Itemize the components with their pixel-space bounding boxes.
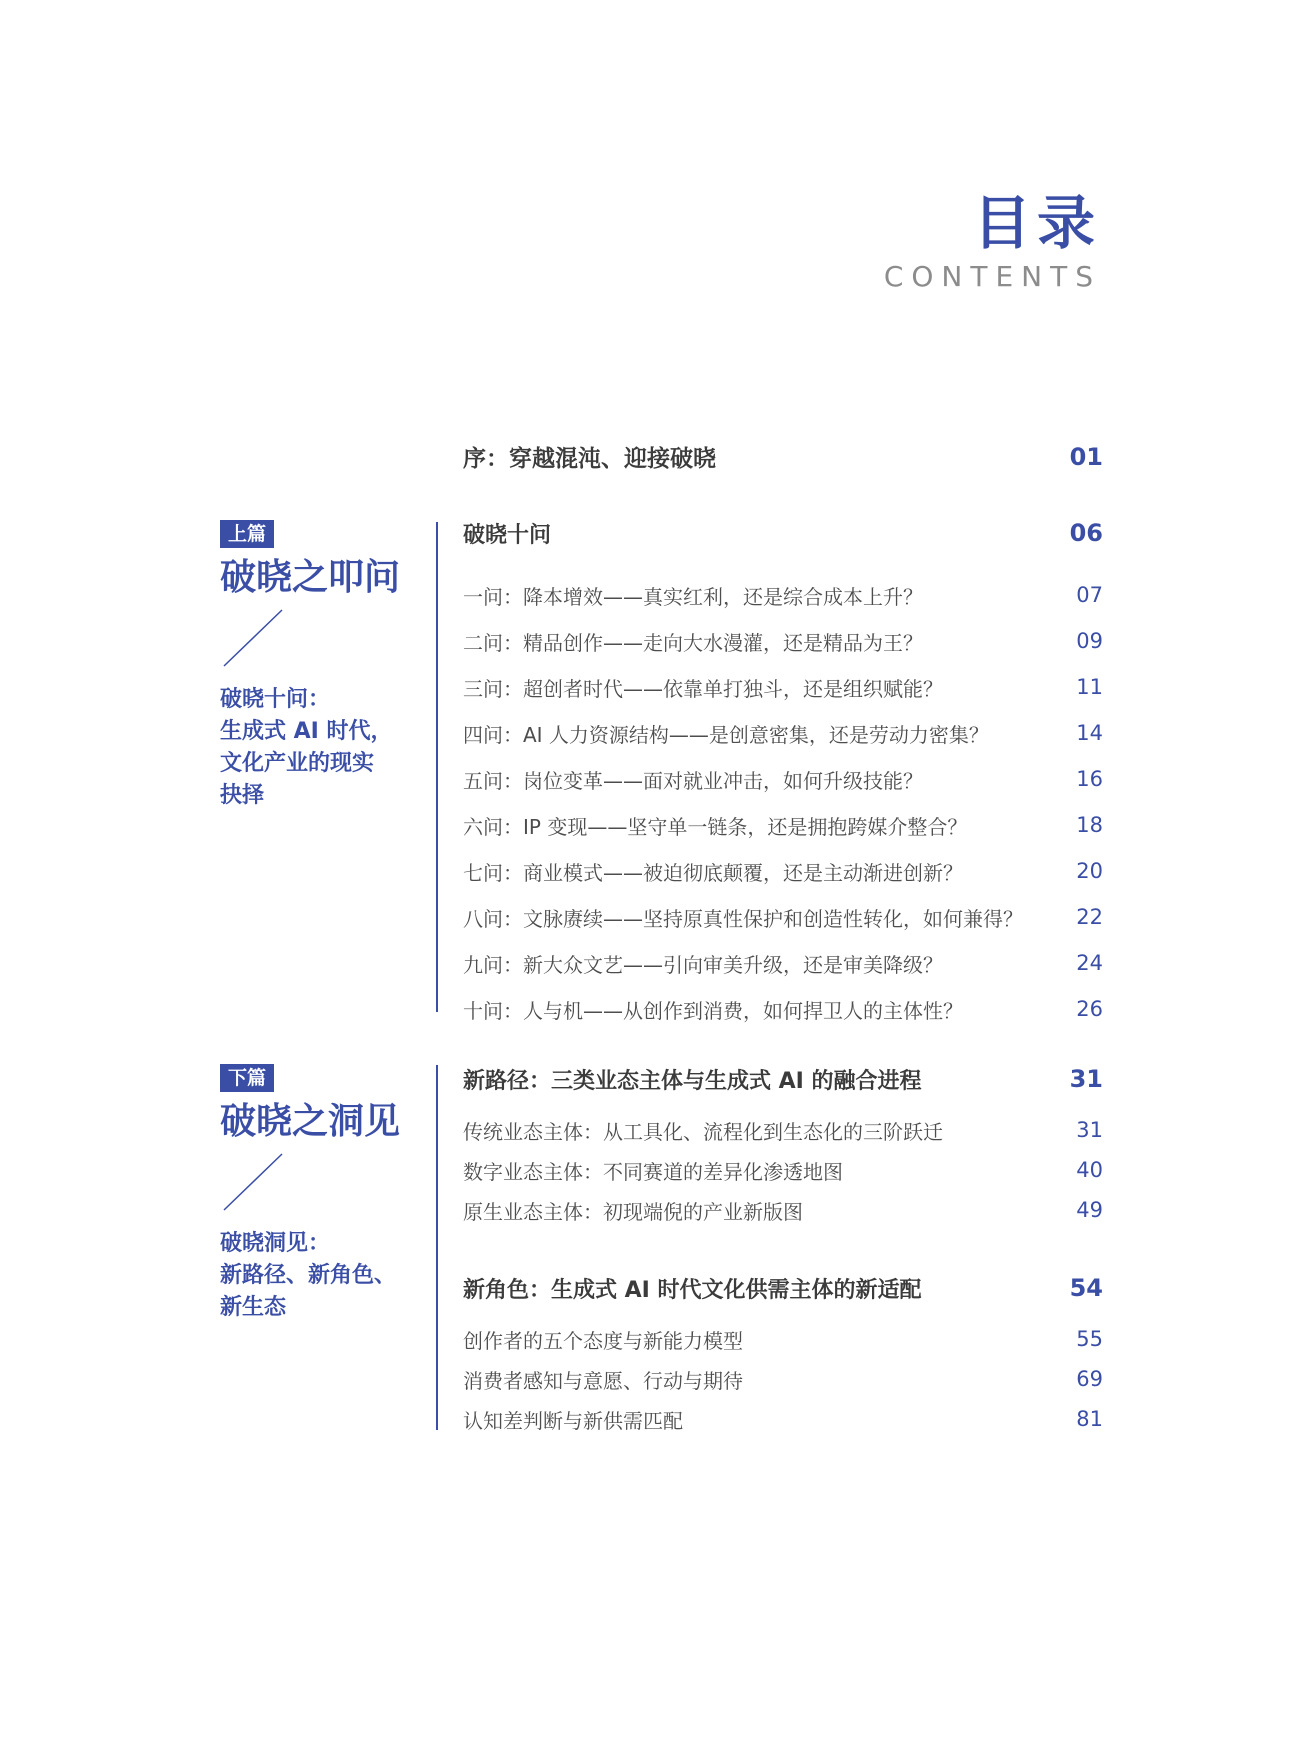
diagonal-divider xyxy=(220,608,284,668)
entry-page: 07 xyxy=(1076,583,1103,607)
vertical-divider xyxy=(436,1065,438,1430)
entry-title: 消费者感知与意愿、行动与期待 xyxy=(463,1368,743,1393)
entry-title: 四问：AI 人力资源结构——是创意密集，还是劳动力密集？ xyxy=(463,722,989,747)
page-subtitle: CONTENTS xyxy=(883,260,1101,293)
entry-title: 三问：超创者时代——依靠单打独斗，还是组织赋能？ xyxy=(463,676,943,701)
entry-page: 01 xyxy=(1069,442,1103,471)
desc-line: 文化产业的现实 xyxy=(220,751,375,776)
desc-line: 新生态 xyxy=(220,1295,287,1320)
toc-entry[interactable] xyxy=(463,940,1103,986)
toc-entry[interactable] xyxy=(463,802,1103,848)
entry-page: 49 xyxy=(1076,1198,1103,1222)
entry-page: 09 xyxy=(1076,629,1103,653)
entry-page: 81 xyxy=(1076,1407,1103,1431)
desc-line: 新路径、新角色、 xyxy=(220,1263,397,1288)
entry-title: 数字业态主体：不同赛道的差异化渗透地图 xyxy=(463,1159,843,1184)
desc-line: 破晓洞见： xyxy=(220,1231,331,1256)
part-tag: 上篇 xyxy=(220,520,274,548)
toc-entry[interactable] xyxy=(463,1150,1103,1190)
toc-entry[interactable] xyxy=(463,1190,1103,1230)
part-label-1 xyxy=(220,520,420,812)
toc-entry[interactable] xyxy=(463,894,1103,940)
toc-entry-section[interactable] xyxy=(463,518,1103,548)
vertical-divider xyxy=(436,522,438,1012)
toc-entry[interactable] xyxy=(463,756,1103,802)
entry-title: 破晓十问 xyxy=(463,522,552,548)
entry-page: 31 xyxy=(1076,1118,1103,1142)
toc-heading xyxy=(884,188,1101,293)
toc-entry[interactable] xyxy=(463,664,1103,710)
entry-title: 序：穿越混沌、迎接破晓 xyxy=(463,446,716,472)
part-name: 破晓之叩问 xyxy=(220,557,401,598)
diagonal-divider xyxy=(220,1152,284,1212)
part-label-2 xyxy=(220,1064,420,1324)
entry-page: 69 xyxy=(1076,1367,1103,1391)
entry-title: 新路径：三类业态主体与生成式 AI 的融合进程 xyxy=(463,1068,922,1094)
entry-title: 原生业态主体：初现端倪的产业新版图 xyxy=(463,1199,803,1224)
entry-title: 五问：岗位变革——面对就业冲击，如何升级技能？ xyxy=(463,768,923,793)
entry-page: 18 xyxy=(1076,813,1103,837)
entry-page: 14 xyxy=(1076,721,1103,745)
entry-page: 22 xyxy=(1076,905,1103,929)
desc-line: 破晓十问： xyxy=(220,687,331,712)
entry-page: 40 xyxy=(1076,1158,1103,1182)
entry-title: 二问：精品创作——走向大水漫灌，还是精品为王？ xyxy=(463,630,923,655)
toc-section-2a xyxy=(463,1064,1103,1230)
entry-page: 31 xyxy=(1069,1065,1103,1093)
toc-entry[interactable] xyxy=(463,572,1103,618)
entry-title: 十问：人与机——从创作到消费，如何捍卫人的主体性？ xyxy=(463,998,963,1023)
entry-page: 26 xyxy=(1076,997,1103,1021)
toc-entry-section[interactable] xyxy=(463,1064,1103,1094)
entry-page: 11 xyxy=(1076,675,1103,699)
entry-title: 八问：文脉赓续——坚持原真性保护和创造性转化，如何兼得？ xyxy=(463,906,1023,931)
toc-entry[interactable] xyxy=(463,986,1103,1032)
desc-line: 抉择 xyxy=(220,783,265,808)
entry-title: 六问：IP 变现——坚守单一链条，还是拥抱跨媒介整合？ xyxy=(463,814,968,839)
entry-title: 九问：新大众文艺——引向审美升级，还是审美降级？ xyxy=(463,952,943,977)
part-description xyxy=(220,684,420,812)
entry-page: 16 xyxy=(1076,767,1103,791)
entry-title: 创作者的五个态度与新能力模型 xyxy=(463,1328,743,1353)
entry-title: 一问：降本增效——真实红利，还是综合成本上升？ xyxy=(463,584,923,609)
entry-title: 新角色：生成式 AI 时代文化供需主体的新适配 xyxy=(463,1277,922,1303)
entry-page: 20 xyxy=(1076,859,1103,883)
entry-title: 传统业态主体：从工具化、流程化到生态化的三阶跃迁 xyxy=(463,1119,943,1144)
toc-entry[interactable] xyxy=(463,1110,1103,1150)
toc-entry[interactable] xyxy=(463,1319,1103,1359)
entry-page: 06 xyxy=(1069,519,1103,547)
entry-page: 55 xyxy=(1076,1327,1103,1351)
entry-title: 认知差判断与新供需匹配 xyxy=(463,1408,683,1433)
toc-entry-section[interactable] xyxy=(463,1273,1103,1303)
toc-entry-preface[interactable] xyxy=(463,440,1103,473)
toc-entry[interactable] xyxy=(463,1399,1103,1439)
entry-page: 24 xyxy=(1076,951,1103,975)
toc-section-2b xyxy=(463,1273,1103,1439)
toc-entry[interactable] xyxy=(463,1359,1103,1399)
desc-line: 生成式 AI 时代， xyxy=(220,719,393,744)
entry-title: 七问：商业模式——被迫彻底颠覆，还是主动渐进创新？ xyxy=(463,860,963,885)
part-tag: 下篇 xyxy=(220,1064,274,1092)
part-description xyxy=(220,1228,420,1324)
page-title: 目录 xyxy=(972,189,1101,257)
toc-entry[interactable] xyxy=(463,710,1103,756)
toc-entry[interactable] xyxy=(463,618,1103,664)
entry-page: 54 xyxy=(1069,1274,1103,1302)
part-name: 破晓之洞见 xyxy=(220,1101,401,1142)
toc-entry[interactable] xyxy=(463,848,1103,894)
toc-section-1 xyxy=(463,518,1103,1032)
